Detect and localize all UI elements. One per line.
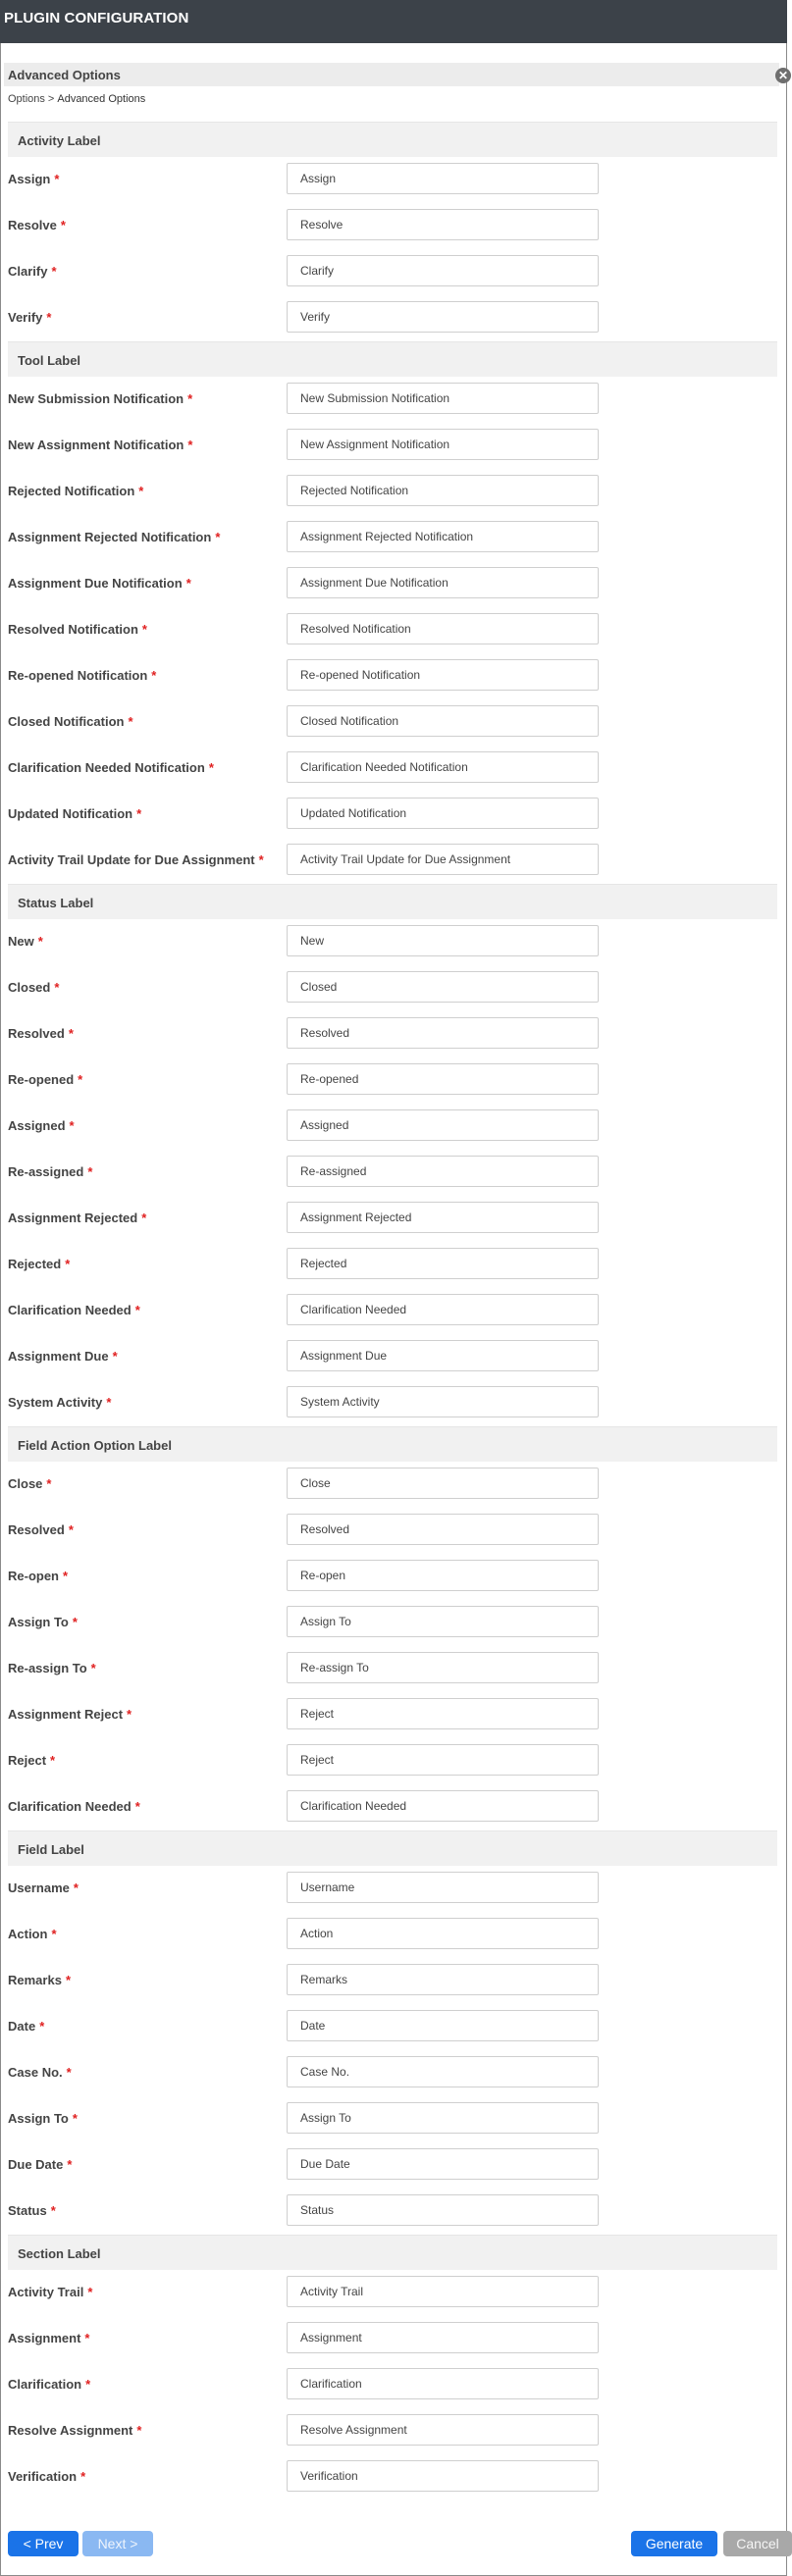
section-header: Activity Label [8, 122, 777, 157]
required-marker: * [136, 806, 142, 821]
required-marker: * [46, 1476, 52, 1491]
field-input[interactable] [287, 1652, 599, 1683]
field-input[interactable] [287, 1918, 599, 1949]
form-row [0, 157, 787, 203]
field-label [8, 2423, 141, 2438]
required-marker: * [51, 264, 57, 279]
breadcrumb-separator: > [47, 93, 55, 105]
field-label-text: Reject [8, 1753, 47, 1768]
required-marker: * [128, 714, 133, 729]
field-label [8, 1707, 132, 1722]
field-label [8, 852, 264, 867]
form-row [0, 1104, 787, 1150]
required-marker: * [106, 1395, 112, 1410]
field-label [8, 2157, 72, 2172]
field-label-text: Resolve Assignment [8, 2423, 133, 2438]
field-label-text: Assign To [8, 2111, 69, 2126]
field-label [8, 1257, 70, 1271]
required-marker: * [87, 2285, 93, 2299]
field-label-text: Case No. [8, 2065, 63, 2080]
field-label-text: Rejected Notification [8, 484, 135, 498]
field-label-text: Clarification Needed [8, 1303, 132, 1317]
form-row [0, 1334, 787, 1380]
field-label [8, 1395, 111, 1410]
field-label-text: Assignment Rejected Notification [8, 530, 212, 544]
required-marker: * [37, 934, 43, 949]
form-row [0, 1554, 787, 1600]
form-row [0, 2316, 787, 2362]
field-input[interactable] [287, 751, 599, 783]
required-marker: * [215, 530, 221, 544]
field-label [8, 2019, 44, 2034]
field-input[interactable] [287, 2194, 599, 2226]
breadcrumb [8, 93, 145, 105]
field-label [8, 760, 214, 775]
field-label-text: Closed Notification [8, 714, 125, 729]
field-label [8, 934, 43, 949]
required-marker: * [68, 1026, 74, 1041]
field-label-text: Activity Trail [8, 2285, 84, 2299]
form-row [0, 746, 787, 792]
field-label-text: Re-assigned [8, 1164, 84, 1179]
field-label-text: Updated Notification [8, 806, 133, 821]
field-label-text: Assignment [8, 2331, 81, 2345]
required-marker: * [87, 1164, 93, 1179]
form-row [0, 1196, 787, 1242]
required-marker: * [84, 2331, 90, 2345]
generate-button[interactable]: Generate [631, 2531, 717, 2556]
field-input[interactable] [287, 2010, 599, 2041]
field-label-text: Assign [8, 172, 51, 186]
field-input[interactable] [287, 1202, 599, 1233]
prev-button[interactable]: < Prev [8, 2531, 79, 2556]
form-row [0, 203, 787, 249]
field-input[interactable] [287, 255, 599, 286]
required-marker: * [134, 1303, 140, 1317]
field-label [8, 310, 51, 325]
options-form [0, 122, 787, 2500]
form-row [0, 1866, 787, 1912]
field-input[interactable] [287, 1017, 599, 1049]
field-label [8, 530, 220, 544]
field-label-text: Username [8, 1880, 70, 1895]
required-marker: * [127, 1707, 132, 1722]
field-input[interactable] [287, 2056, 599, 2087]
field-label-text: Assignment Rejected [8, 1211, 138, 1225]
field-label-text: Status [8, 2203, 47, 2218]
form-row [0, 1646, 787, 1692]
form-row [0, 1784, 787, 1830]
field-label [8, 2203, 56, 2218]
form-row [0, 423, 787, 469]
field-label-text: Resolved [8, 1522, 65, 1537]
field-input[interactable] [287, 2414, 599, 2446]
field-label-text: Rejected [8, 1257, 62, 1271]
required-marker: * [66, 2065, 72, 2080]
field-input[interactable] [287, 798, 599, 829]
required-marker: * [78, 1072, 83, 1087]
field-label-text: Resolved Notification [8, 622, 138, 637]
required-marker: * [72, 1615, 78, 1629]
field-label-text: Verification [8, 2469, 78, 2484]
page-heading: Advanced Options [4, 63, 779, 86]
required-marker: * [141, 622, 147, 637]
field-label [8, 1072, 82, 1087]
field-input[interactable] [287, 1790, 599, 1822]
field-label [8, 1522, 74, 1537]
field-label [8, 218, 66, 232]
form-row [0, 1738, 787, 1784]
field-label-text: New [8, 934, 34, 949]
field-label [8, 2285, 92, 2299]
form-row [0, 2454, 787, 2500]
required-marker: * [69, 1118, 75, 1133]
field-label [8, 1349, 118, 1364]
field-input[interactable] [287, 1109, 599, 1141]
field-label [8, 1026, 74, 1041]
section-header: Section Label [8, 2235, 777, 2270]
field-label [8, 2331, 89, 2345]
form-row [0, 792, 787, 838]
form-row [0, 607, 787, 653]
field-input[interactable] [287, 2102, 599, 2134]
required-marker: * [151, 668, 157, 683]
form-row [0, 2408, 787, 2454]
field-input[interactable] [287, 2460, 599, 2492]
field-input[interactable] [287, 1744, 599, 1776]
form-row [0, 2050, 787, 2096]
field-label [8, 1927, 57, 1941]
field-input[interactable] [287, 1386, 599, 1417]
required-marker: * [112, 1349, 118, 1364]
section-header: Field Action Option Label [8, 1426, 777, 1462]
field-input[interactable] [287, 1514, 599, 1545]
required-marker: * [141, 1211, 147, 1225]
field-label-text: Due Date [8, 2157, 64, 2172]
form-row [0, 1057, 787, 1104]
field-label-text: Assign To [8, 1615, 69, 1629]
field-label-text: Resolve [8, 218, 57, 232]
field-input[interactable] [287, 659, 599, 691]
field-input[interactable] [287, 1698, 599, 1729]
required-marker: * [65, 1257, 71, 1271]
field-input[interactable] [287, 1468, 599, 1499]
field-label-text: Re-assign To [8, 1661, 87, 1675]
form-row [0, 1011, 787, 1057]
required-marker: * [187, 438, 193, 452]
form-row [0, 249, 787, 295]
field-label-text: Date [8, 2019, 36, 2034]
field-label [8, 484, 143, 498]
field-input[interactable] [287, 613, 599, 644]
field-label-text: Re-opened Notification [8, 668, 148, 683]
form-row [0, 1508, 787, 1554]
field-input[interactable] [287, 2368, 599, 2399]
field-label [8, 714, 133, 729]
form-row [0, 919, 787, 965]
field-label [8, 2111, 78, 2126]
cancel-button[interactable]: Cancel [723, 2531, 792, 2556]
required-marker: * [67, 2157, 73, 2172]
field-label-text: Assignment Due Notification [8, 576, 183, 591]
field-input[interactable] [287, 1340, 599, 1371]
required-marker: * [72, 2111, 78, 2126]
required-marker: * [54, 172, 60, 186]
field-input[interactable] [287, 2148, 599, 2180]
field-input[interactable] [287, 1294, 599, 1325]
field-label-text: Re-opened [8, 1072, 75, 1087]
required-marker: * [73, 1880, 79, 1895]
required-marker: * [85, 2377, 91, 2392]
field-input[interactable] [287, 521, 599, 552]
field-label-text: Closed [8, 980, 51, 995]
field-label [8, 1303, 140, 1317]
field-label [8, 1799, 140, 1814]
required-marker: * [68, 1522, 74, 1537]
field-input[interactable] [287, 1156, 599, 1187]
required-marker: * [185, 576, 191, 591]
field-label [8, 1476, 51, 1491]
form-row [0, 2004, 787, 2050]
field-label [8, 2469, 85, 2484]
field-label [8, 1661, 96, 1675]
form-row [0, 2270, 787, 2316]
form-row [0, 515, 787, 561]
field-input[interactable] [287, 1248, 599, 1279]
form-row [0, 1288, 787, 1334]
form-row [0, 1692, 787, 1738]
required-marker: * [208, 760, 214, 775]
section-header: Status Label [8, 884, 777, 919]
field-label [8, 2065, 72, 2080]
field-input[interactable] [287, 1872, 599, 1903]
required-marker: * [65, 1973, 71, 1987]
form-row [0, 653, 787, 699]
field-label [8, 438, 192, 452]
form-row [0, 2189, 787, 2235]
field-label-text: Clarify [8, 264, 48, 279]
field-label-text: Resolved [8, 1026, 65, 1041]
field-label [8, 172, 59, 186]
required-marker: * [54, 980, 60, 995]
form-row [0, 1242, 787, 1288]
section-header: Field Label [8, 1830, 777, 1866]
required-marker: * [134, 1799, 140, 1814]
field-label [8, 1211, 146, 1225]
field-label-text: Activity Trail Update for Due Assignment [8, 852, 255, 867]
field-label [8, 806, 141, 821]
field-label [8, 1880, 79, 1895]
required-marker: * [46, 310, 52, 325]
footer-button-bar [0, 2531, 787, 2570]
field-label-text: Re-open [8, 1569, 59, 1583]
field-label-text: Clarification [8, 2377, 82, 2392]
field-label-text: Verify [8, 310, 43, 325]
breadcrumb-current: Advanced Options [57, 93, 146, 105]
field-label [8, 1615, 78, 1629]
field-input[interactable] [287, 925, 599, 956]
field-input[interactable] [287, 1063, 599, 1095]
form-row [0, 561, 787, 607]
field-label [8, 1753, 55, 1768]
form-row [0, 1380, 787, 1426]
required-marker: * [187, 391, 193, 406]
field-label [8, 622, 147, 637]
field-input[interactable] [287, 2276, 599, 2307]
required-marker: * [258, 852, 264, 867]
form-row [0, 295, 787, 341]
form-row [0, 377, 787, 423]
field-label-text: Remarks [8, 1973, 62, 1987]
form-row [0, 2142, 787, 2189]
field-input[interactable] [287, 383, 599, 414]
field-input[interactable] [287, 475, 599, 506]
field-label-text: Assignment Reject [8, 1707, 124, 1722]
field-label [8, 2377, 90, 2392]
form-row [0, 2096, 787, 2142]
field-label [8, 391, 192, 406]
required-marker: * [51, 1927, 57, 1941]
required-marker: * [136, 2423, 142, 2438]
field-input[interactable] [287, 163, 599, 194]
field-input[interactable] [287, 209, 599, 240]
required-marker: * [63, 1569, 69, 1583]
field-label-text: Close [8, 1476, 43, 1491]
field-label-text: Clarification Needed Notification [8, 760, 205, 775]
field-label [8, 668, 156, 683]
field-label-text: Clarification Needed [8, 1799, 132, 1814]
field-input[interactable] [287, 971, 599, 1003]
form-row [0, 1462, 787, 1508]
field-input[interactable] [287, 301, 599, 333]
field-label [8, 980, 59, 995]
form-row [0, 1912, 787, 1958]
section-header: Tool Label [8, 341, 777, 377]
field-label [8, 264, 57, 279]
form-row [0, 1958, 787, 2004]
field-input[interactable] [287, 1560, 599, 1591]
field-input[interactable] [287, 429, 599, 460]
required-marker: * [50, 2203, 56, 2218]
field-label-text: New Submission Notification [8, 391, 185, 406]
form-row [0, 965, 787, 1011]
form-row [0, 1600, 787, 1646]
form-row [0, 1150, 787, 1196]
field-label [8, 1569, 68, 1583]
required-marker: * [80, 2469, 86, 2484]
field-input[interactable] [287, 705, 599, 737]
field-label-text: Assignment Due [8, 1349, 109, 1364]
field-label [8, 1973, 71, 1987]
field-label-text: Assigned [8, 1118, 66, 1133]
breadcrumb-parent[interactable]: Options [8, 93, 45, 105]
required-marker: * [39, 2019, 45, 2034]
field-label [8, 1118, 75, 1133]
required-marker: * [50, 1753, 56, 1768]
form-row [0, 2362, 787, 2408]
field-input[interactable] [287, 2322, 599, 2353]
field-label-text: Action [8, 1927, 48, 1941]
window-title: PLUGIN CONFIGURATION [0, 0, 787, 43]
form-row [0, 838, 787, 884]
field-label-text: System Activity [8, 1395, 103, 1410]
field-label [8, 1164, 92, 1179]
required-marker: * [90, 1661, 96, 1675]
form-row [0, 469, 787, 515]
field-input[interactable] [287, 1964, 599, 1995]
required-marker: * [60, 218, 66, 232]
form-row [0, 699, 787, 746]
close-icon[interactable]: ✕ [775, 68, 791, 83]
field-input[interactable] [287, 844, 599, 875]
field-input[interactable] [287, 567, 599, 598]
required-marker: * [138, 484, 144, 498]
next-button[interactable]: Next > [82, 2531, 153, 2556]
field-input[interactable] [287, 1606, 599, 1637]
field-label [8, 576, 191, 591]
field-label-text: New Assignment Notification [8, 438, 185, 452]
